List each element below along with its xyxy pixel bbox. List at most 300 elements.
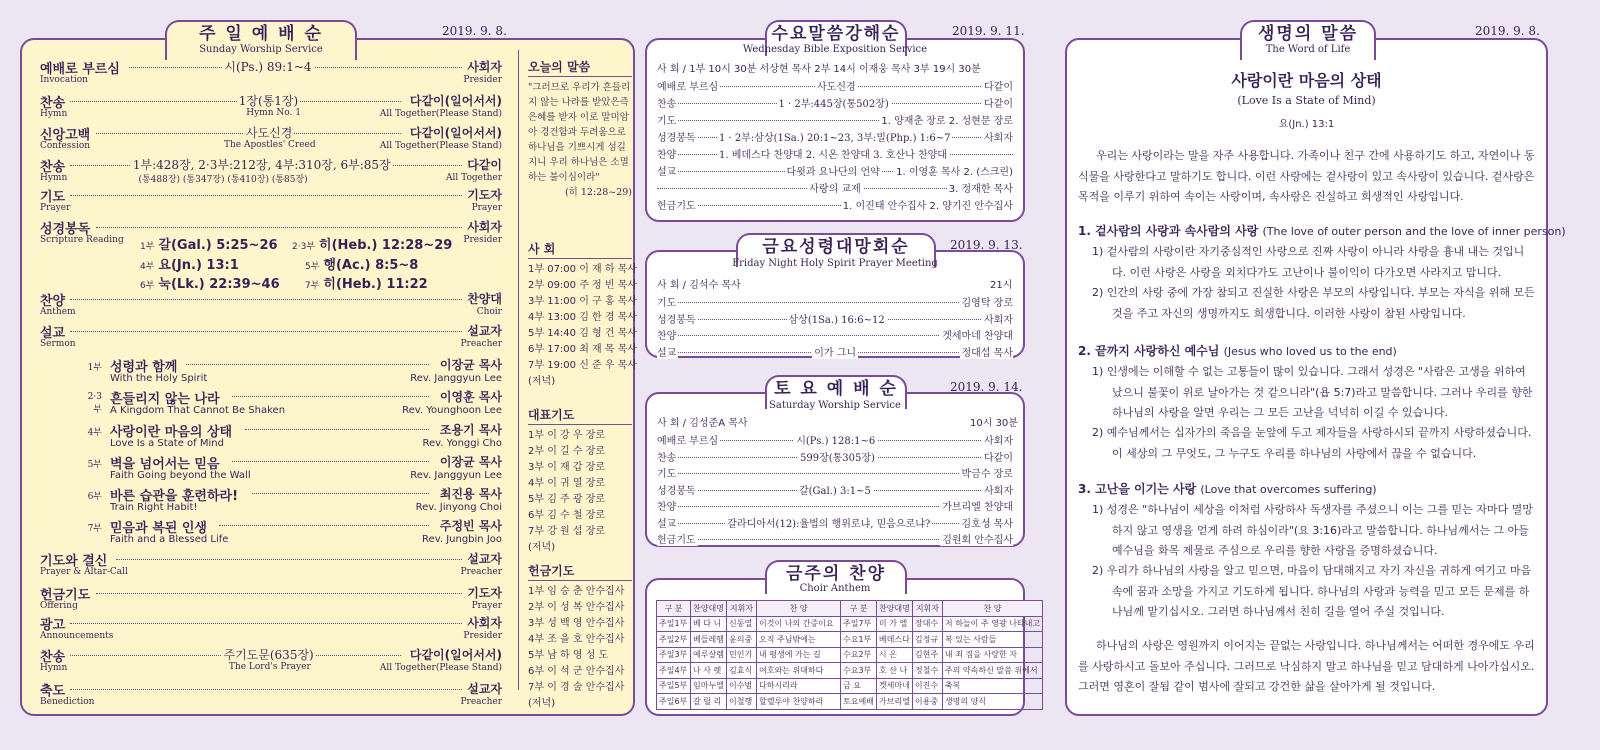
choir-cell: 수요3부 xyxy=(841,663,877,679)
prayer-5: 6부 김 수 철 장로 xyxy=(528,510,606,521)
row-person: 김원회 안수집사 xyxy=(940,531,1013,546)
scripture-ref: 히(Heb.) 12:28~29 xyxy=(319,238,453,253)
presider-7: (저녁) xyxy=(528,376,556,387)
sermon-title-en: Train Right Habit! xyxy=(110,502,198,513)
row-content: 1. 베데스다 찬양대 2. 시온 찬양대 3. 호산나 찬양대 xyxy=(717,146,949,161)
scripture-part: 6부 xyxy=(140,281,155,291)
dotted-leader xyxy=(232,461,429,462)
sunday-row-after-2 xyxy=(40,614,502,644)
choir-cell: 미 가 엘 xyxy=(876,616,912,632)
sermon-row-0 xyxy=(80,356,502,386)
item-person: 사회자 xyxy=(467,60,502,74)
row-person: 사회자 xyxy=(982,129,1013,144)
row-content: 갈라디아서(12):율법의 행위로냐, 믿음으로냐? xyxy=(725,515,932,530)
item-person-en: Preacher xyxy=(460,697,502,707)
item-person: 찬양대 xyxy=(467,292,502,306)
dotted-leader xyxy=(232,396,429,397)
life-outro: 하나님의 사랑은 영원까지 이어지는 끝없는 사랑입니다. 하나님께서는 어떠한 경우에도 우리를 사랑하시고 돌보아 주십니다. 그러므로 낙심하지 말고 하나님을 믿고 담대하게 나아가십시오. 그러면 영혼이 잘됨 같이 범사에 잘되고 강건한 삶을 살아가게 될 것입니다. xyxy=(1078,639,1535,693)
item-person-en: All Together(Please Stand) xyxy=(379,663,502,673)
scripture-ref: 갈(Gal.) 5:25~26 xyxy=(158,238,278,253)
section-title-en: (The love of outer person and the love of inner person) xyxy=(1262,225,1566,238)
sunday-title-tab xyxy=(165,20,357,60)
row-content: 갈(Gal.) 3:1~5 xyxy=(797,482,873,497)
presider-5: 6부 17:00 최 재 목 목사 xyxy=(528,344,638,355)
sunday-subtitle: Sunday Worship Service xyxy=(199,44,323,55)
item-content: 시(Ps.) 89:1~4 xyxy=(224,60,312,74)
friday-row-3 xyxy=(657,344,1013,358)
life-section-item: 1) 성경은 "하나님이 세상을 이처럼 사랑하사 독생자를 주셨으니 이는 그를 믿는 자마다 멸망하지 않고 영생을 얻게 하려 하심이라"(요 3:16)라고 말씀합니다. 하나님께서는 그 아들 예수님을 화목 제물로 주심으로 우리를 향한 사랑을 증명하셨습니다. xyxy=(1092,503,1533,557)
prayers-heading: 대표기도 xyxy=(528,406,632,425)
wednesday-row-6 xyxy=(657,180,1013,194)
choir-table xyxy=(656,600,1043,710)
choir-cell: 신동열 xyxy=(727,616,757,632)
presider-0: 1부 07:00 이 재 하 목사 xyxy=(528,264,638,275)
row-person: 사회자 xyxy=(982,311,1013,326)
life-date: 2019. 9. 8. xyxy=(1475,24,1540,38)
sermon-part: 7부 xyxy=(87,524,102,534)
item-person-en: Preacher xyxy=(460,339,502,349)
choir-cell: 내 죄 짐을 사랑한 자 xyxy=(942,647,1042,663)
dotted-leader xyxy=(245,429,429,430)
item-content: 사도신경 xyxy=(246,126,293,140)
item-person-en: Prayer xyxy=(471,203,502,213)
saturday-row-5 xyxy=(657,515,1013,529)
prayer-4: 5부 김 주 광 장로 xyxy=(528,494,606,505)
life-sermon-ref: 요(Jn.) 13:1 xyxy=(1278,119,1335,130)
row-person: 1. 이영훈 목사 2. (스크린) xyxy=(894,163,1013,178)
wednesday-head: 사 회 / 1부 10시 30분 서상현 목사 2부 14시 이재웅 목사 3부 19시 30분 xyxy=(657,64,981,75)
row-label: 헌금기도 xyxy=(657,531,698,546)
sermon-title: 벽을 넘어서는 믿음 xyxy=(110,457,220,472)
presiders-heading: 사 회 xyxy=(528,240,632,259)
choir-row xyxy=(657,678,1043,694)
life-title-tab xyxy=(1240,20,1376,60)
item-person-en: Choir xyxy=(476,307,502,317)
saturday-row-1 xyxy=(657,449,1013,463)
sermon-preacher: 이장균 목사 xyxy=(439,358,502,372)
sermon-preacher: 주정빈 목사 xyxy=(439,519,502,533)
sermon-preacher-en: Rev. Jinyong Choi xyxy=(415,502,502,513)
row-content: 시(Ps.) 128:1~6 xyxy=(794,432,877,447)
choir-cell: 할렐루야 찬양하라 xyxy=(757,694,841,710)
presider-6: 7부 19:00 신 준 우 목사 xyxy=(528,360,638,371)
saturday-row-2 xyxy=(657,465,1013,479)
scripture-ref: 요(Jn.) 13:1 xyxy=(158,258,239,273)
item-person: 다같이(일어서서) xyxy=(409,94,502,108)
row-content: 599장(통305장) xyxy=(798,449,877,464)
item-label-en: Invocation xyxy=(40,75,88,85)
choir-cell: 장대수 xyxy=(912,616,942,632)
sunday-divider xyxy=(518,50,519,690)
wednesday-row-5 xyxy=(657,163,1013,177)
prayers-list xyxy=(528,406,632,556)
saturday-row-3 xyxy=(657,482,1013,496)
choir-cell: 베데스다 xyxy=(876,632,912,648)
row-person: 다같이 xyxy=(982,78,1013,93)
scripture-ref: 행(Ac.) 8:5~8 xyxy=(323,258,419,273)
row-person: 정대섭 목사 xyxy=(960,344,1013,359)
item-person: 사회자 xyxy=(467,616,502,630)
section-title-en: (Love that overcomes suffering) xyxy=(1200,483,1377,496)
sermon-title: 바른 습관을 훈련하라! xyxy=(110,489,239,504)
prayer-7: (저녁) xyxy=(528,542,556,553)
item-content-en: The Lord's Prayer xyxy=(228,662,311,672)
row-person: 사회자 xyxy=(982,482,1013,497)
saturday-head-left: 사 회 / 김성준A 목사 xyxy=(657,418,748,429)
sunday-row-3 xyxy=(40,156,502,186)
sunday-row-6 xyxy=(40,290,502,320)
choir-row xyxy=(657,632,1043,648)
scripture-1 xyxy=(292,234,452,253)
choir-cell: 민인기 xyxy=(727,647,757,663)
row-label: 예배로 부르심 xyxy=(657,78,720,93)
sermon-preacher: 이영훈 목사 xyxy=(439,390,502,404)
choir-header-6: 지휘자 xyxy=(912,601,942,617)
row-person: 1. 양재춘 장로 2. 성현문 장로 xyxy=(879,112,1013,127)
choir-cell: 내 평생에 가는 길 xyxy=(757,647,841,663)
item-label: 광고 xyxy=(40,618,66,633)
offering-7: (저녁) xyxy=(528,698,556,709)
sermon-title-en: A Kingdom That Cannot Be Shaken xyxy=(110,405,286,416)
sunday-row-2 xyxy=(40,124,502,154)
dotted-leader xyxy=(116,559,462,560)
item-person: 사회자 xyxy=(467,220,502,234)
choir-cell: 가브리엘 xyxy=(876,694,912,710)
item-label-en: Prayer xyxy=(40,203,71,213)
scripture-part: 2·3부 xyxy=(292,242,316,252)
life-section-heading-0 xyxy=(1078,222,1566,239)
item-person-en: Prayer xyxy=(471,601,502,611)
item-label: 성경봉독 xyxy=(40,222,91,237)
sermon-title-en: Faith and a Blessed Life xyxy=(110,534,229,545)
saturday-date: 2019. 9. 14. xyxy=(950,380,1023,394)
choir-cell: 여호와는 위대하다 xyxy=(757,663,841,679)
dotted-leader xyxy=(70,689,462,690)
wednesday-row-3 xyxy=(657,129,1013,143)
choir-cell: 축복 xyxy=(942,678,1042,694)
presider-2: 3부 11:00 이 구 홍 목사 xyxy=(528,296,638,307)
life-section-item: 2) 우리가 하나님의 사랑을 알고 믿으면, 마음이 담대해지고 자기 자신을 귀하게 여기고 마음속에 꿈과 소망을 가지고 기도하게 됩니다. 하나님의 사랑과 능력을 믿고 모든 문제를 하나님께 맡기십시오. 그러면 하나님께서 친히 길을 열어 주실 것입니다. xyxy=(1092,564,1532,618)
scripture-0 xyxy=(140,234,278,253)
row-content: 1 · 2부:445장(통502장) xyxy=(777,95,891,110)
choir-cell: 주일6부 xyxy=(657,694,691,710)
choir-cell: 윤의중 xyxy=(727,632,757,648)
dotted-leader xyxy=(70,299,462,300)
saturday-row-6 xyxy=(657,531,1013,545)
row-content: 사랑의 교제 xyxy=(807,180,862,195)
life-title: 생명의 말씀 xyxy=(1257,24,1359,44)
choir-cell: 주의 약속하신 말씀 위에서 xyxy=(942,663,1042,679)
choir-cell: 이용중 xyxy=(912,694,942,710)
saturday-row-4 xyxy=(657,498,1013,512)
item-label-en: Anthem xyxy=(40,307,76,317)
item-content: 1장(통1장) xyxy=(238,94,299,108)
choir-subtitle: Choir Anthem xyxy=(799,583,871,594)
choir-header-5: 찬양대명 xyxy=(876,601,912,617)
saturday-row-0 xyxy=(657,432,1013,446)
sermon-row-3 xyxy=(80,453,502,483)
item-content-en: Hymn No. 1 xyxy=(246,108,301,118)
choir-cell: 주일4부 xyxy=(657,663,691,679)
item-person: 기도자 xyxy=(467,586,502,600)
row-label: 찬양 xyxy=(657,146,678,161)
scripture-part: 7부 xyxy=(305,281,320,291)
row-label: 설교 xyxy=(657,515,678,530)
item-person: 기도자 xyxy=(467,188,502,202)
offering-4: 5부 남 하 영 성 도 xyxy=(528,650,609,661)
row-label: 성경봉독 xyxy=(657,311,698,326)
item-person-en: All Together(Please Stand) xyxy=(379,109,502,119)
sermon-row-1 xyxy=(80,388,502,418)
offering-3: 4부 조 을 호 안수집사 xyxy=(528,634,625,645)
choir-cell: 김정규 xyxy=(912,632,942,648)
dotted-leader xyxy=(70,331,462,332)
wednesday-row-2 xyxy=(657,112,1013,126)
friday-row-2 xyxy=(657,327,1013,341)
item-label-en: Announcements xyxy=(40,631,114,641)
choir-cell: 이수범 xyxy=(727,678,757,694)
friday-row-1 xyxy=(657,311,1013,325)
choir-cell: 주일3부 xyxy=(657,647,691,663)
friday-title: 금요성령대망회순 xyxy=(762,237,910,257)
item-label-en: Confession xyxy=(40,141,91,151)
dotted-leader xyxy=(219,525,429,526)
item-person: 설교자 xyxy=(467,552,502,566)
item-label: 신앙고백 xyxy=(40,128,91,143)
dotted-leader xyxy=(70,195,462,196)
sunday-date: 2019. 9. 8. xyxy=(442,24,507,38)
friday-date: 2019. 9. 13. xyxy=(950,238,1023,252)
scripture-3 xyxy=(305,254,418,273)
sermon-part: 1부 xyxy=(87,363,102,373)
choir-cell: 시 온 xyxy=(876,647,912,663)
row-label: 기도 xyxy=(657,294,678,309)
item-person: 다같이(일어서서) xyxy=(409,126,502,140)
item-content: 1부:428장, 2·3부:212장, 4부:310장, 6부:85장 xyxy=(132,158,391,172)
row-person: 김호성 목사 xyxy=(960,515,1013,530)
choir-header-2: 지휘자 xyxy=(727,601,757,617)
choir-header-3: 찬 양 xyxy=(757,601,841,617)
item-label: 기도와 결신 xyxy=(40,554,108,569)
row-label: 찬양 xyxy=(657,327,678,342)
row-label: 찬송 xyxy=(657,449,678,464)
life-section-heading-2 xyxy=(1078,480,1377,497)
offerings-list xyxy=(528,562,632,712)
sermon-preacher-en: Rev. Jungbin Joo xyxy=(422,534,502,545)
offering-2: 3부 성 백 영 안수집사 xyxy=(528,618,625,629)
life-section-item: 1) 겉사람의 사랑이란 자기중심적인 사랑으로 진짜 사랑이 아니라 사랑을 흉내 내는 것입니다. 이런 사랑은 사랑을 외치다가도 고난이나 불이익이 다가오면 사라지고 맙니다. xyxy=(1092,245,1525,279)
item-person-en: All Together xyxy=(446,173,502,183)
choir-row xyxy=(657,647,1043,663)
row-label: 찬송 xyxy=(657,95,678,110)
presider-3: 4부 13:00 김 한 경 목사 xyxy=(528,312,638,323)
row-label: 헌금기도 xyxy=(657,197,698,212)
item-person: 설교자 xyxy=(467,682,502,696)
item-person: 설교자 xyxy=(467,324,502,338)
choir-cell: 복 있는 사람들 xyxy=(942,632,1042,648)
offering-1: 2부 이 성 복 안수집사 xyxy=(528,602,625,613)
choir-cell: 토요예배 xyxy=(841,694,877,710)
item-person-en: Preacher xyxy=(460,567,502,577)
item-label-en: Hymn xyxy=(40,109,68,119)
life-sermon-en: (Love Is a State of Mind) xyxy=(1237,94,1376,107)
friday-head-left: 사 회 / 김석수 목사 xyxy=(657,280,741,291)
choir-cell: 주일2부 xyxy=(657,632,691,648)
row-person: 1. 이진태 안수집사 2. 양기진 안수집사 xyxy=(841,197,1013,212)
life-sermon-title: 사랑이란 마음의 상태 xyxy=(1231,71,1382,90)
todays-word xyxy=(528,58,632,200)
choir-header-4: 구 분 xyxy=(841,601,877,617)
friday-subtitle: Friday Night Holy Spirit Prayer Meeting xyxy=(732,258,938,269)
sermon-part: 5부 xyxy=(87,460,102,470)
row-label: 성경봉독 xyxy=(657,129,698,144)
item-person-en: Presider xyxy=(463,235,502,245)
item-label: 찬양 xyxy=(40,294,66,309)
choir-cell: 예루살렘 xyxy=(691,647,727,663)
dotted-leader xyxy=(96,593,462,594)
choir-cell: 수요1부 xyxy=(841,632,877,648)
sermon-preacher: 이장균 목사 xyxy=(439,455,502,469)
item-person: 다같이(일어서서) xyxy=(409,648,502,662)
choir-row xyxy=(657,616,1043,632)
choir-header-7: 찬 양 xyxy=(942,601,1042,617)
item-label: 찬송 xyxy=(40,96,66,111)
item-label: 예배로 부르심 xyxy=(40,62,120,77)
row-label: 기도 xyxy=(657,112,678,127)
row-person: 다같이 xyxy=(982,95,1013,110)
sunday-row-0 xyxy=(40,58,502,88)
item-label-en: Offering xyxy=(40,601,78,611)
dotted-leader xyxy=(70,623,462,624)
choir-header-0: 구 분 xyxy=(657,601,691,617)
row-label: 설교 xyxy=(657,344,678,359)
sermon-title-en: Love Is a State of Mind xyxy=(110,438,224,449)
row-content: 사도신경 xyxy=(815,78,858,93)
friday-head-right: 21시 xyxy=(990,280,1013,291)
saturday-head-right: 10시 30분 xyxy=(970,418,1018,429)
sermon-title: 믿음과 복된 인생 xyxy=(110,521,207,536)
row-label: 찬양 xyxy=(657,498,678,513)
choir-cell: 겟세마네 xyxy=(876,678,912,694)
sermon-preacher-en: Rev. Yonggi Cho xyxy=(422,438,502,449)
todays-word-ref: (히 12:28~29) xyxy=(564,187,632,198)
choir-cell: 주일5부 xyxy=(657,678,691,694)
sunday-row-1 xyxy=(40,92,502,122)
presider-1: 2부 09:00 주 정 빈 목사 xyxy=(528,280,638,291)
item-label-en: Hymn xyxy=(40,173,68,183)
sunday-row-after-4 xyxy=(40,680,502,710)
scripture-5 xyxy=(305,273,428,292)
sermon-preacher-en: Rev. Janggyun Lee xyxy=(410,470,502,481)
sermon-part: 4부 xyxy=(87,428,102,438)
choir-cell: 베들레헴 xyxy=(691,632,727,648)
scripture-part: 5부 xyxy=(305,262,320,272)
choir-header-1: 찬양대명 xyxy=(691,601,727,617)
choir-cell: 생명의 양식 xyxy=(942,694,1042,710)
choir-cell: 김현주 xyxy=(912,647,942,663)
sermon-title-en: Faith Going beyond the Wall xyxy=(110,470,251,481)
item-person-en: All Together(Please Stand) xyxy=(379,141,502,151)
life-subtitle: The Word of Life xyxy=(1265,44,1351,55)
prayer-0: 1부 이 강 우 장로 xyxy=(528,430,606,441)
row-person: 겟세마네 찬양대 xyxy=(940,327,1013,342)
row-content: 삼상(1Sa.) 16:6~12 xyxy=(787,311,887,326)
item-content: 주기도문(635장) xyxy=(223,648,314,662)
dotted-leader xyxy=(252,493,429,494)
section-title: 3. 고난을 이기는 사랑 xyxy=(1078,482,1197,496)
wednesday-subtitle: Wednesday Bible Exposition Service xyxy=(742,44,928,55)
choir-row xyxy=(657,663,1043,679)
scripture-part: 4부 xyxy=(140,262,155,272)
item-person: 다같이 xyxy=(467,158,502,172)
scripture-4 xyxy=(140,273,280,292)
choir-cell: 이철행 xyxy=(727,694,757,710)
row-label: 설교 xyxy=(657,163,678,178)
item-content-en: (통488장) (통347장) (통410장) (통85장) xyxy=(138,175,308,185)
choir-row xyxy=(657,694,1043,710)
choir-cell: 수요2부 xyxy=(841,647,877,663)
wednesday-row-4 xyxy=(657,146,1013,160)
choir-cell: 갈 릴 리 xyxy=(691,694,727,710)
choir-cell: 김효식 xyxy=(727,663,757,679)
item-label: 찬송 xyxy=(40,160,66,175)
offerings-heading: 헌금기도 xyxy=(528,562,632,581)
life-section-item: 2) 인간의 사랑 중에 가장 참되고 진실한 사랑은 부모의 사랑입니다. 부모는 자식을 위해 모든 것을 주고 자신의 생명까지도 희생합니다. 이러한 사랑이 참된 사랑입니다. xyxy=(1092,286,1535,320)
choir-cell: 베 다 니 xyxy=(691,616,727,632)
choir-cell: 금 요 xyxy=(841,678,877,694)
item-label: 헌금기도 xyxy=(40,588,91,603)
sermon-preacher: 최진용 목사 xyxy=(439,487,502,501)
sermon-row-5 xyxy=(80,517,502,547)
row-content: 1 · 2부:삼상(1Sa.) 20:1~23, 3부:빌(Php.) 1:6~7 xyxy=(717,129,952,144)
presider-4: 5부 14:40 김 형 건 목사 xyxy=(528,328,638,339)
scripture-ref: 히(Heb.) 11:22 xyxy=(323,277,428,292)
choir-cell: 주일1부 xyxy=(657,616,691,632)
row-person: 박금수 장로 xyxy=(960,465,1013,480)
saturday-subtitle: Saturday Worship Service xyxy=(769,400,901,411)
row-person: 다같이 xyxy=(982,449,1013,464)
prayer-6: 7부 강 원 섭 장로 xyxy=(528,526,606,537)
saturday-title: 토 요 예 배 순 xyxy=(774,379,898,399)
life-section-item: 2) 예수님께서는 십자가의 죽음을 눈앞에 두고 제자들을 사랑하시되 끝까지 사랑하셨습니다. 이 세상의 그 무엇도, 그 누구도 우리를 하나님의 사랑에서 끊을 수 없습니다. xyxy=(1092,426,1532,460)
sermon-row-4 xyxy=(80,485,502,515)
sermon-title: 성령과 함께 xyxy=(110,360,178,375)
scripture-part: 1부 xyxy=(140,242,155,252)
row-person: 김영탁 장로 xyxy=(960,294,1013,309)
row-label: 예배로 부르심 xyxy=(657,432,720,447)
presiders-list xyxy=(528,240,638,390)
sermon-preacher-en: Rev. Younghoon Lee xyxy=(402,405,502,416)
sunday-row-7 xyxy=(40,322,502,352)
item-label-en: Sermon xyxy=(40,339,76,349)
choir-cell: 저 하늘이 주 영광 나타내고 xyxy=(942,616,1042,632)
item-label: 축도 xyxy=(40,684,66,699)
choir-title: 금주의 찬양 xyxy=(785,564,887,584)
scripture-ref: 눅(Lk.) 22:39~46 xyxy=(158,277,280,292)
sermon-part: 6부 xyxy=(87,492,102,502)
life-intro: 우리는 사랑이라는 말을 자주 사용합니다. 가족이나 친구 간에 사용하기도 하고, 자연이나 동식물을 사랑한다고 말하기도 합니다. 이런 사랑에는 겉사랑이 있고 속사랑이 있습니다. 겉사랑은 목적을 이루기 위하여 속이는 사랑이며, 속사랑은 진실하고 희생적인 사랑입니다. xyxy=(1078,149,1535,203)
choir-cell: 주일7부 xyxy=(841,616,877,632)
item-label: 기도 xyxy=(40,190,66,205)
offering-5: 6부 이 석 군 안수집사 xyxy=(528,666,625,677)
sermon-title-en: With the Holy Spirit xyxy=(110,373,208,384)
item-content-en: The Apostles' Creed xyxy=(223,140,316,150)
sermon-preacher-en: Rev. Janggyun Lee xyxy=(410,373,502,384)
section-title-en: (Jesus who loved us to the end) xyxy=(1223,345,1397,358)
sunday-row-4 xyxy=(40,186,502,216)
item-label-en: Prayer & Altar-Call xyxy=(40,567,128,577)
item-person-en: Presider xyxy=(463,75,502,85)
